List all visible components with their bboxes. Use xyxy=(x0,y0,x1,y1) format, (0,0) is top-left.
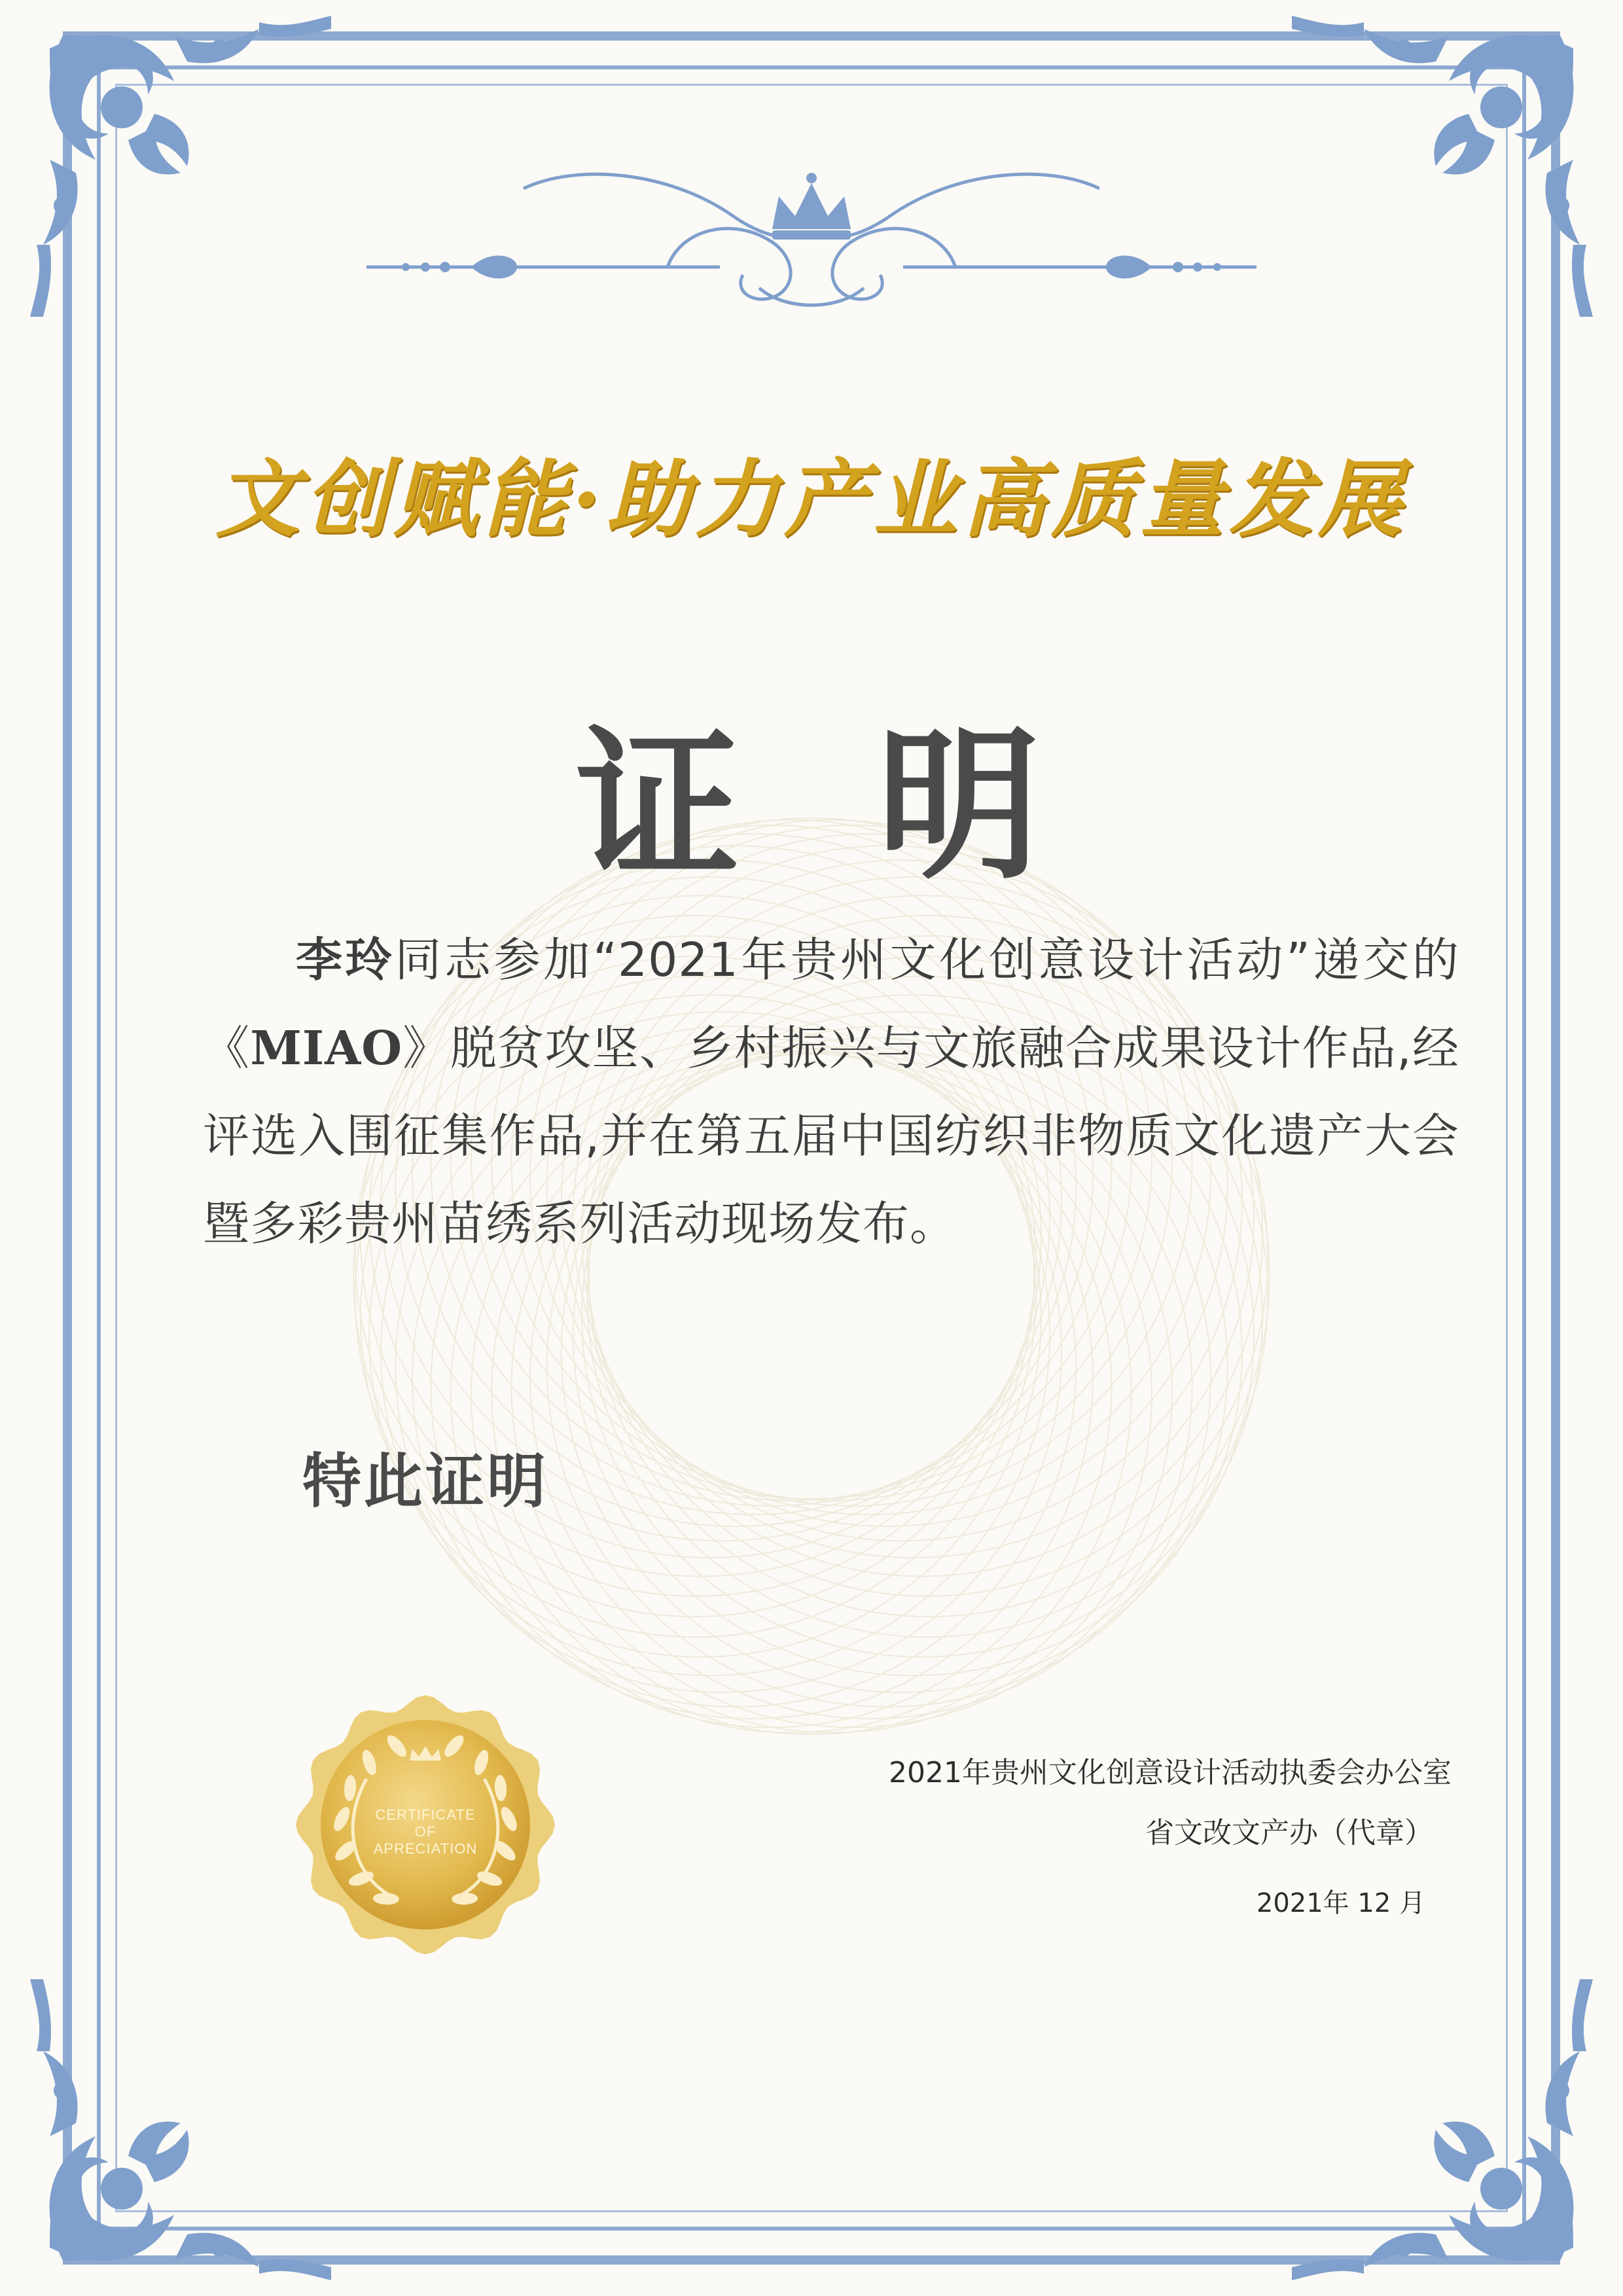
corner-ornament-icon xyxy=(1285,9,1599,323)
corner-ornament-icon xyxy=(1285,1973,1599,2287)
document-title xyxy=(0,674,1623,910)
body-text-part-1: 同志参加“2021年贵州文化创意设计活动”递交的《 xyxy=(203,933,1459,1075)
corner-ornament-icon xyxy=(24,1973,338,2287)
seal-line-3: APRECIATION xyxy=(373,1840,478,1857)
title-char-2: 明 xyxy=(877,711,1047,901)
crown-icon xyxy=(366,157,1257,314)
issue-date: 2021年 12 月 xyxy=(1256,1888,1425,1918)
seal-line-1: CERTIFICATE xyxy=(375,1806,476,1823)
issuer-office: 省文改文产办（代章） xyxy=(1145,1816,1433,1850)
title-char-1: 证 xyxy=(576,711,746,901)
work-title: MIAO xyxy=(250,1020,403,1075)
gold-seal xyxy=(294,1694,556,1956)
recipient-name: 李玲 xyxy=(296,933,395,987)
slogan-heading: 文创赋能·助力产业高质量发展 xyxy=(215,450,1408,548)
corner-ornament-icon xyxy=(24,9,338,323)
seal-line-2: OF xyxy=(414,1823,437,1840)
closing-statement: 特此证明 xyxy=(302,1447,548,1516)
body-text-part-2: 》脱贫攻坚、乡村振兴与文旅融合成果设计作品,经评选入围征集作品,并在第五届中国纺织非物质文化遗产大会暨多彩贵州苗绣系列活动现场发布。 xyxy=(203,1021,1459,1251)
certificate-body xyxy=(203,916,1459,1268)
issuer-organization: 2021年贵州文化创意设计活动执委会办公室 xyxy=(889,1756,1452,1789)
